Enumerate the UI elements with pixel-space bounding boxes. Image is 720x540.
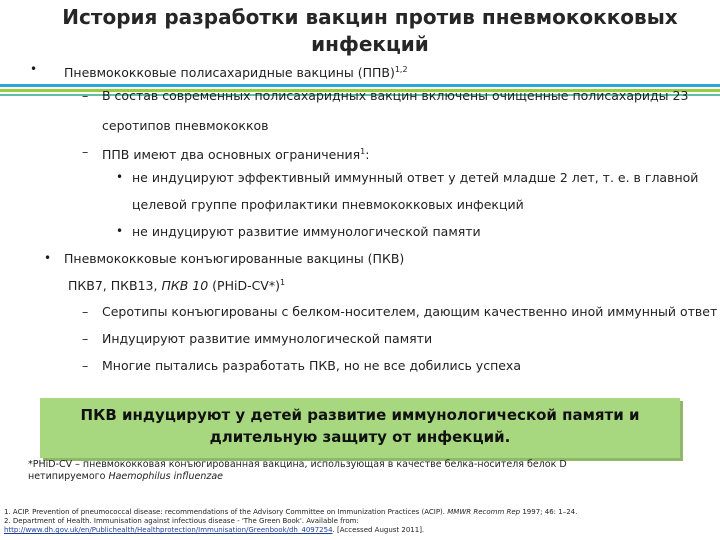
reference-3 <box>4 526 577 535</box>
bullet-icon: • <box>116 224 124 238</box>
reference-1-a: 1. ACIP. Prevention of pneumococcal disease: recommendations of the Advisory Committee on Immunization Practices (ACIP). <box>4 508 448 516</box>
dash-icon: – <box>82 358 89 373</box>
footnote-line-2 <box>28 471 567 483</box>
ppv-detail-2-text: ППВ имеют два основных ограничения <box>102 147 361 163</box>
limitation-1-line-1: не индуцируют эффективный иммунный ответ у детей младше 2 лет, т. е. в главной <box>132 170 699 185</box>
limitation-2: не индуцируют развитие иммунологической памяти <box>132 224 481 239</box>
ppv-detail-1-line-1: В состав современных полисахаридных вакцин включены очищенные полисахариды 23 <box>102 88 689 103</box>
bullet-ppv-sup: 1,2 <box>394 65 408 74</box>
dash-icon: – <box>82 88 89 103</box>
pcv-variants <box>68 275 285 294</box>
bullet-icon: • <box>116 170 124 184</box>
ppv-detail-2-tail: : <box>365 147 370 163</box>
reference-1-c: 1997; 46: 1–24. <box>520 508 578 516</box>
reference-3-tail: . [Accessed August 2011]. <box>332 526 425 534</box>
references <box>4 508 577 535</box>
bullet-pcv: Пневмококковые конъюгированные вакцины (ПКВ) <box>64 251 405 266</box>
callout-line-1: ПКВ индуцируют у детей развитие иммунологической памяти и <box>80 406 640 424</box>
pcv-detail-3: Многие пытались разработать ПКВ, но не все добились успеха <box>102 358 521 373</box>
bullet-ppv-text: Пневмококковые полисахаридные вакцины (ППВ) <box>64 65 395 81</box>
ppv-detail-2 <box>102 144 369 163</box>
callout-line-2: длительную защиту от инфекций. <box>209 428 511 446</box>
pcv-detail-2: Индуцируют развитие иммунологической памяти <box>102 331 433 346</box>
dash-icon: – <box>82 331 89 346</box>
divider-blue <box>0 84 720 87</box>
dash-icon: – <box>82 144 89 159</box>
ppv-detail-2-sup: 1 <box>360 147 366 156</box>
pcv-detail-1: Серотипы конъюгированы с белком-носителем, дающим качественно иной иммунный ответ <box>102 304 718 319</box>
ppv-detail-1-line-2: серотипов пневмококков <box>102 118 269 133</box>
callout-box <box>40 398 680 458</box>
footnote <box>28 459 567 483</box>
title-line-2: инфекций <box>311 32 429 56</box>
pcv-variants-sup: 1 <box>280 278 286 287</box>
page-title <box>60 4 680 58</box>
reference-link[interactable]: http://www.dh.gov.uk/en/Publichealth/Healthprotection/Immunisation/Greenbook/dh_4097254 <box>4 526 333 534</box>
callout-text <box>40 404 680 448</box>
title-line-1: История разработки вакцин против пневмококковых <box>62 5 678 29</box>
footnote-line-1: *PHiD-CV – пневмококковая конъюгированная вакцина, использующая в качестве белка-носителя белок D <box>28 459 567 470</box>
pcv-variants-b: ПКВ 10 <box>161 278 209 294</box>
reference-1 <box>4 508 577 517</box>
limitation-1-line-2: целевой группе профилактики пневмококковых инфекций <box>132 197 524 212</box>
bullet-icon: • <box>30 62 38 76</box>
pcv-variants-c: (PHiD-CV*) <box>208 278 280 294</box>
pcv-variants-a: ПКВ7, ПКВ13, <box>68 278 162 294</box>
footnote-line-2-b: Haemophilus influenzae <box>108 471 223 482</box>
reference-1-journal: MMWR Recomm Rep <box>447 508 521 516</box>
bullet-ppv <box>64 62 408 81</box>
footnote-line-2-a: нетипируемого <box>28 471 109 482</box>
bullet-icon: • <box>44 251 52 265</box>
reference-2: 2. Department of Health. Immunisation against infectious disease - 'The Green Book'. Available from: <box>4 517 359 525</box>
dash-icon: – <box>82 304 89 319</box>
